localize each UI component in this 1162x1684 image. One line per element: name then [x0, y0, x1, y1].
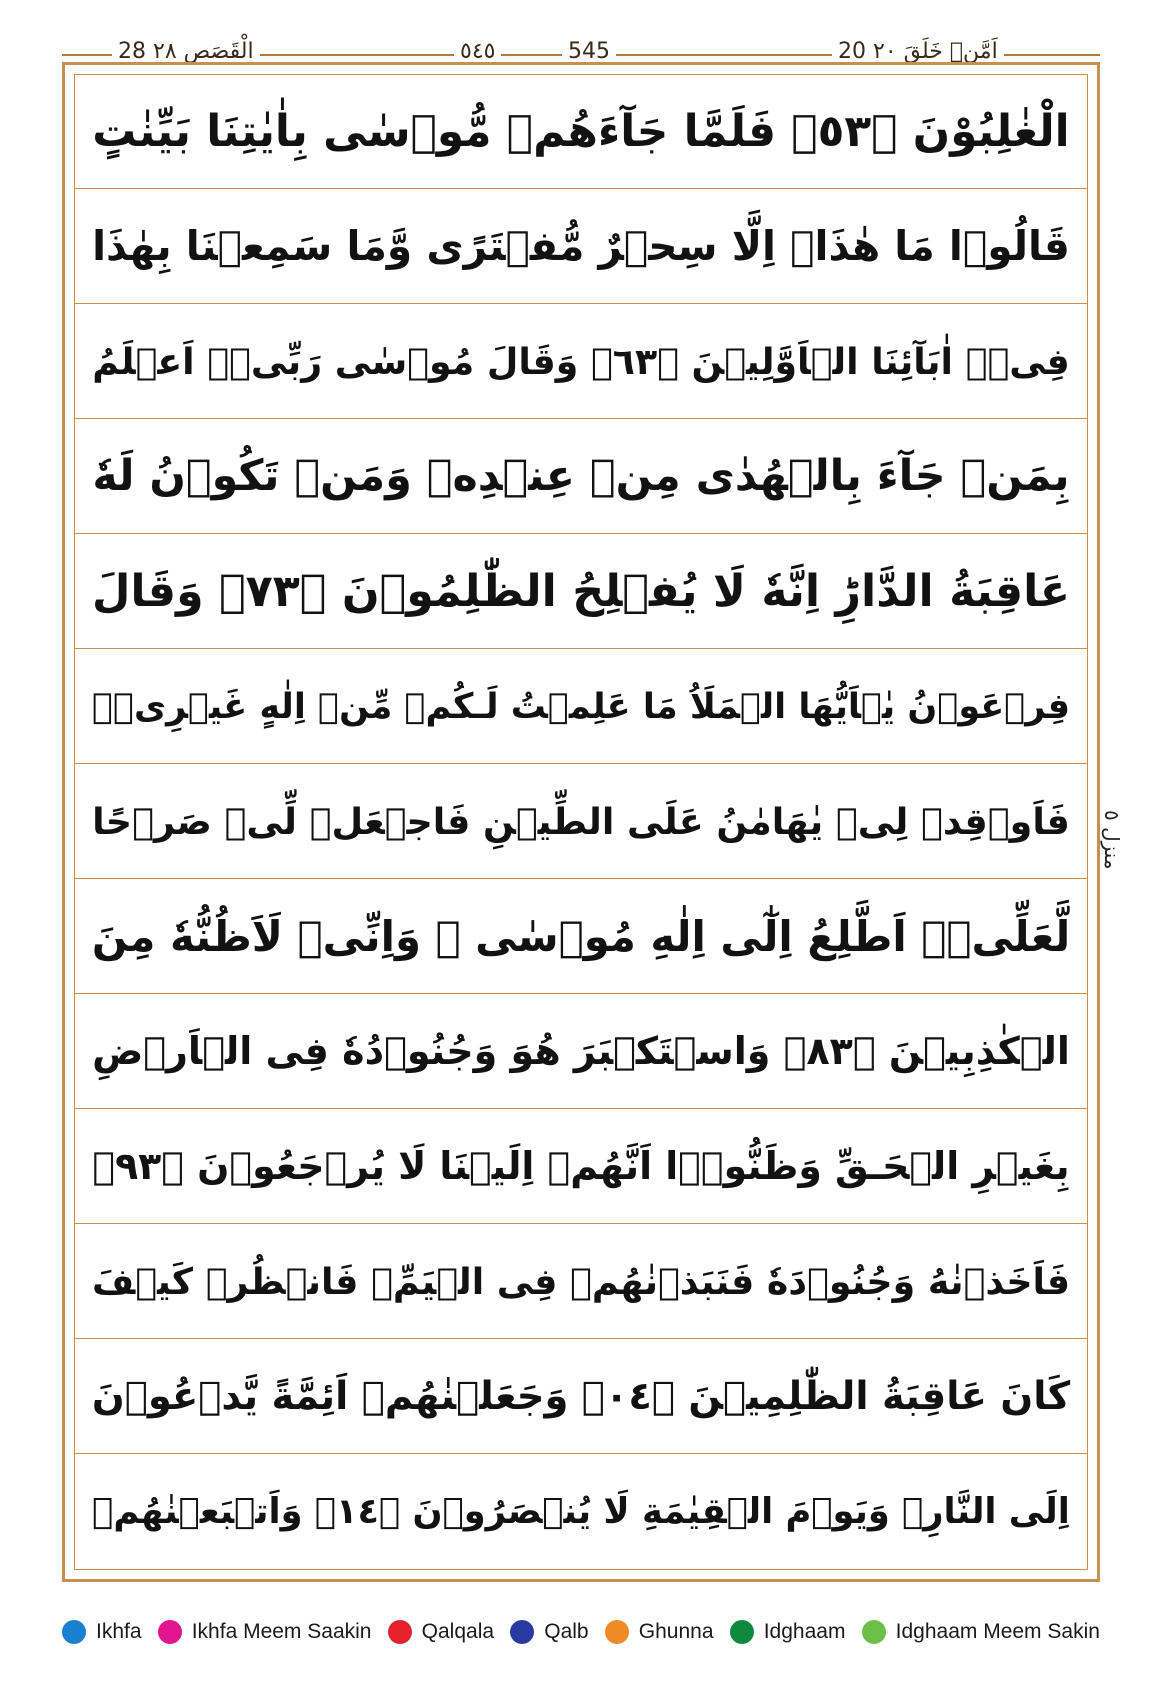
- legend-dot: [388, 1620, 412, 1644]
- page-number-arabic: ٥٤٥: [454, 38, 501, 66]
- ayah-text: فَاَخَذۡنٰهُ وَجُنُوۡدَهٗ فَنَبَذۡنٰهُمۡ فِى الۡيَمِّ‌ۚ فَانۡظُرۡ كَيۡفَ: [92, 1259, 1070, 1303]
- ayah-text: عَاقِبَةُ الدَّارِؕ اِنَّهٗ لَا يُفۡلِحُ الظّٰلِمُوۡنَ ﴿٣٧﴾ وَقَالَ: [91, 565, 1071, 617]
- text-line: [74, 1454, 1088, 1569]
- page-number: 545: [562, 38, 616, 66]
- ayah-text: قَالُوۡا مَا هٰذَاۤ اِلَّا سِحۡرٌ مُّفۡتَرًى وَّمَا سَمِعۡنَا بِهٰذَا: [92, 222, 1070, 270]
- text-line: [74, 649, 1088, 764]
- text-line: [74, 419, 1088, 534]
- legend-dot: [510, 1620, 534, 1644]
- quran-text: [74, 74, 1088, 1569]
- surah-label: 28 الْقَصَص ٢٨: [112, 38, 260, 66]
- ayah-text: كَانَ عَاقِبَةُ الظّٰلِمِيۡنَ ﴿٤٠﴾ وَجَعَلۡنٰهُمۡ اَئِمَّةً يَّدۡعُوۡنَ: [91, 1373, 1071, 1419]
- legend-label: Qalb: [544, 1620, 589, 1643]
- text-line: [74, 189, 1088, 304]
- text-line: [74, 304, 1088, 419]
- ayah-text: الۡكٰذِبِيۡنَ ﴿٣٨﴾ وَاسۡتَكۡبَرَ هُوَ وَجُنُوۡدُهٗ فِى الۡاَرۡضِ: [92, 1029, 1070, 1073]
- tajweed-legend: [62, 1612, 1100, 1652]
- legend-item-idghaam-meem-sakin: [862, 1620, 1100, 1644]
- text-line: [74, 764, 1088, 879]
- text-line: [74, 1109, 1088, 1224]
- legend-label: Ikhfa Meem Saakin: [191, 1620, 372, 1643]
- legend-dot: [862, 1620, 886, 1644]
- text-line: [74, 1339, 1088, 1454]
- text-line: [74, 994, 1088, 1109]
- juz-label: 20 اَمَّنۡ خَلَقَ ٢٠: [832, 38, 1004, 66]
- legend-label: Ikhfa: [96, 1620, 142, 1643]
- ayah-text: بِمَنۡ جَآءَ بِالۡهُدٰى مِنۡ عِنۡدِهٖ وَمَنۡ تَكُوۡنُ لَهٗ: [92, 451, 1070, 501]
- ayah-text: فِىۡۤ اٰبَآئِنَا الۡاَوَّلِيۡنَ ﴿٣٦﴾ وَقَالَ مُوۡسٰى رَبِّىۡۤ اَعۡلَمُ: [92, 339, 1070, 383]
- manzil-marker: منزل ٥: [1100, 810, 1124, 870]
- legend-item-qalqala: [388, 1620, 494, 1644]
- legend-item-ikhfa: [62, 1620, 142, 1644]
- ayah-text: بِغَيۡرِ الۡحَـقِّ وَظَنُّوۡۤا اَنَّهُمۡ اِلَيۡنَا لَا يُرۡجَعُوۡنَ ﴿٣٩﴾: [92, 1144, 1070, 1188]
- text-line: [74, 879, 1088, 994]
- legend-item-ikhfa-meem-saakin: [158, 1620, 372, 1644]
- text-line: [74, 74, 1088, 189]
- ayah-text: اِلَى النَّارِ‌ۚ وَيَوۡمَ الۡقِيٰمَةِ لَا يُنۡصَرُوۡنَ ﴿٤١﴾ وَاَتۡبَعۡنٰهُمۡ: [92, 1491, 1070, 1532]
- ayah-text: فِرۡعَوۡنُ يٰۤاَيُّهَا الۡمَلَاُ مَا عَلِمۡتُ لَـكُمۡ مِّنۡ اِلٰهٍ غَيۡرِىۡ‌ۚ: [91, 685, 1071, 727]
- legend-dot: [605, 1620, 629, 1644]
- legend-dot: [62, 1620, 86, 1644]
- legend-label: Idghaam: [763, 1620, 846, 1643]
- legend-item-qalb: [510, 1620, 588, 1644]
- ayah-text: لَّعَلِّىۡۤ اَطَّلِعُ اِلٰٓى اِلٰهِ مُوۡسٰى ۙ وَاِنِّىۡ لَاَظُنُّهٗ مِنَ: [91, 911, 1071, 961]
- legend-item-idghaam: [730, 1620, 846, 1644]
- text-line: [74, 534, 1088, 649]
- text-line: [74, 1224, 1088, 1339]
- legend-label: Idghaam Meem Sakin: [895, 1620, 1100, 1643]
- legend-dot: [730, 1620, 754, 1644]
- legend-label: Qalqala: [421, 1620, 495, 1643]
- legend-label: Ghunna: [638, 1620, 714, 1643]
- legend-dot: [158, 1620, 182, 1644]
- ayah-text: فَاَوۡقِدۡ لِىۡ يٰهَامٰنُ عَلَى الطِّيۡنِ فَاجۡعَلۡ لِّىۡ صَرۡحًا: [92, 799, 1070, 843]
- ayah-text: الْغٰلِبُوْنَ ﴿٣٥﴾ فَلَمَّا جَآءَهُمۡ مُّوۡسٰى بِاٰيٰتِنَا بَيِّنٰتٍ: [92, 105, 1070, 157]
- legend-item-ghunna: [605, 1620, 714, 1644]
